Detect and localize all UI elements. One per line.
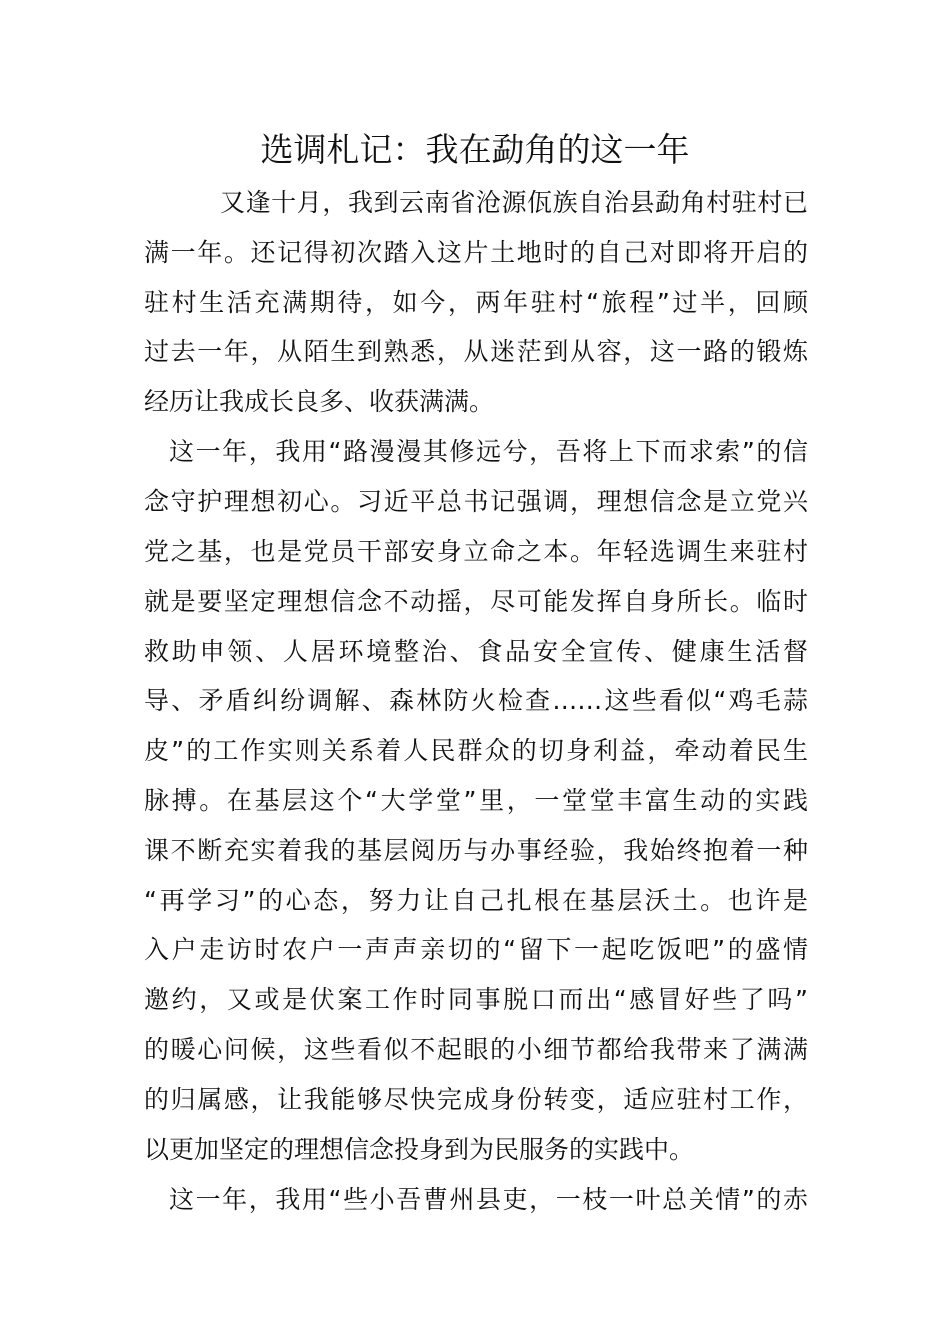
paragraph-line: “再学习”的心态，努力让自己扎根在基层沃土。也许是: [144, 886, 808, 915]
paragraph-line: 念守护理想初心。习近平总书记强调，理想信念是立党兴: [144, 487, 808, 516]
paragraph-line: 入户走访时农户一声声亲切的“留下一起吃饭吧”的盛情: [144, 935, 808, 964]
paragraph-line: 经历让我成长良多、收获满满。: [144, 387, 495, 416]
paragraph-line: 导、矛盾纠纷调解、森林防火检查……这些看似“鸡毛蒜: [144, 686, 808, 715]
paragraph-line: 皮”的工作实则关系着人民群众的切身利益，牵动着民生: [144, 736, 808, 765]
paragraph-line: 课不断充实着我的基层阅历与办事经验，我始终抱着一种: [144, 836, 808, 865]
paragraph-line: 邀约，又或是伏案工作时同事脱口而出“感冒好些了吗”: [144, 985, 808, 1014]
paragraph-line: 驻村生活充满期待，如今，两年驻村“旅程”过半，回顾: [144, 288, 808, 317]
paragraph-line: 过去一年，从陌生到熟悉，从迷茫到从容，这一路的锻炼: [144, 337, 808, 366]
paragraph-line: 救助申领、人居环境整治、食品安全宣传、健康生活督: [144, 637, 808, 666]
paragraph-line: 脉搏。在基层这个“大学堂”里，一堂堂丰富生动的实践: [144, 786, 808, 815]
paragraph-line: 这一年，我用“路漫漫其修远兮，吾将上下而求索”的信: [169, 437, 808, 466]
document-title: 选调札记：我在勐角的这一年: [260, 130, 690, 169]
paragraph-line: 的暖心问候，这些看似不起眼的小细节都给我带来了满满: [144, 1035, 808, 1064]
paragraph-line: 的归属感，让我能够尽快完成身份转变，适应驻村工作，: [144, 1085, 808, 1114]
paragraph-line: 这一年，我用“些小吾曹州县吏，一枝一叶总关情”的赤: [169, 1185, 808, 1214]
paragraph-line: 又逢十月，我到云南省沧源佤族自治县勐角村驻村已: [220, 188, 808, 217]
paragraph-line: 就是要坚定理想信念不动摇，尽可能发挥自身所长。临时: [144, 587, 808, 616]
paragraph-line: 党之基，也是党员干部安身立命之本。年轻选调生来驻村: [144, 537, 808, 566]
paragraph-line: 以更加坚定的理想信念投身到为民服务的实践中。: [144, 1135, 695, 1164]
paragraph-line: 满一年。还记得初次踏入这片土地时的自己对即将开启的: [144, 238, 808, 267]
